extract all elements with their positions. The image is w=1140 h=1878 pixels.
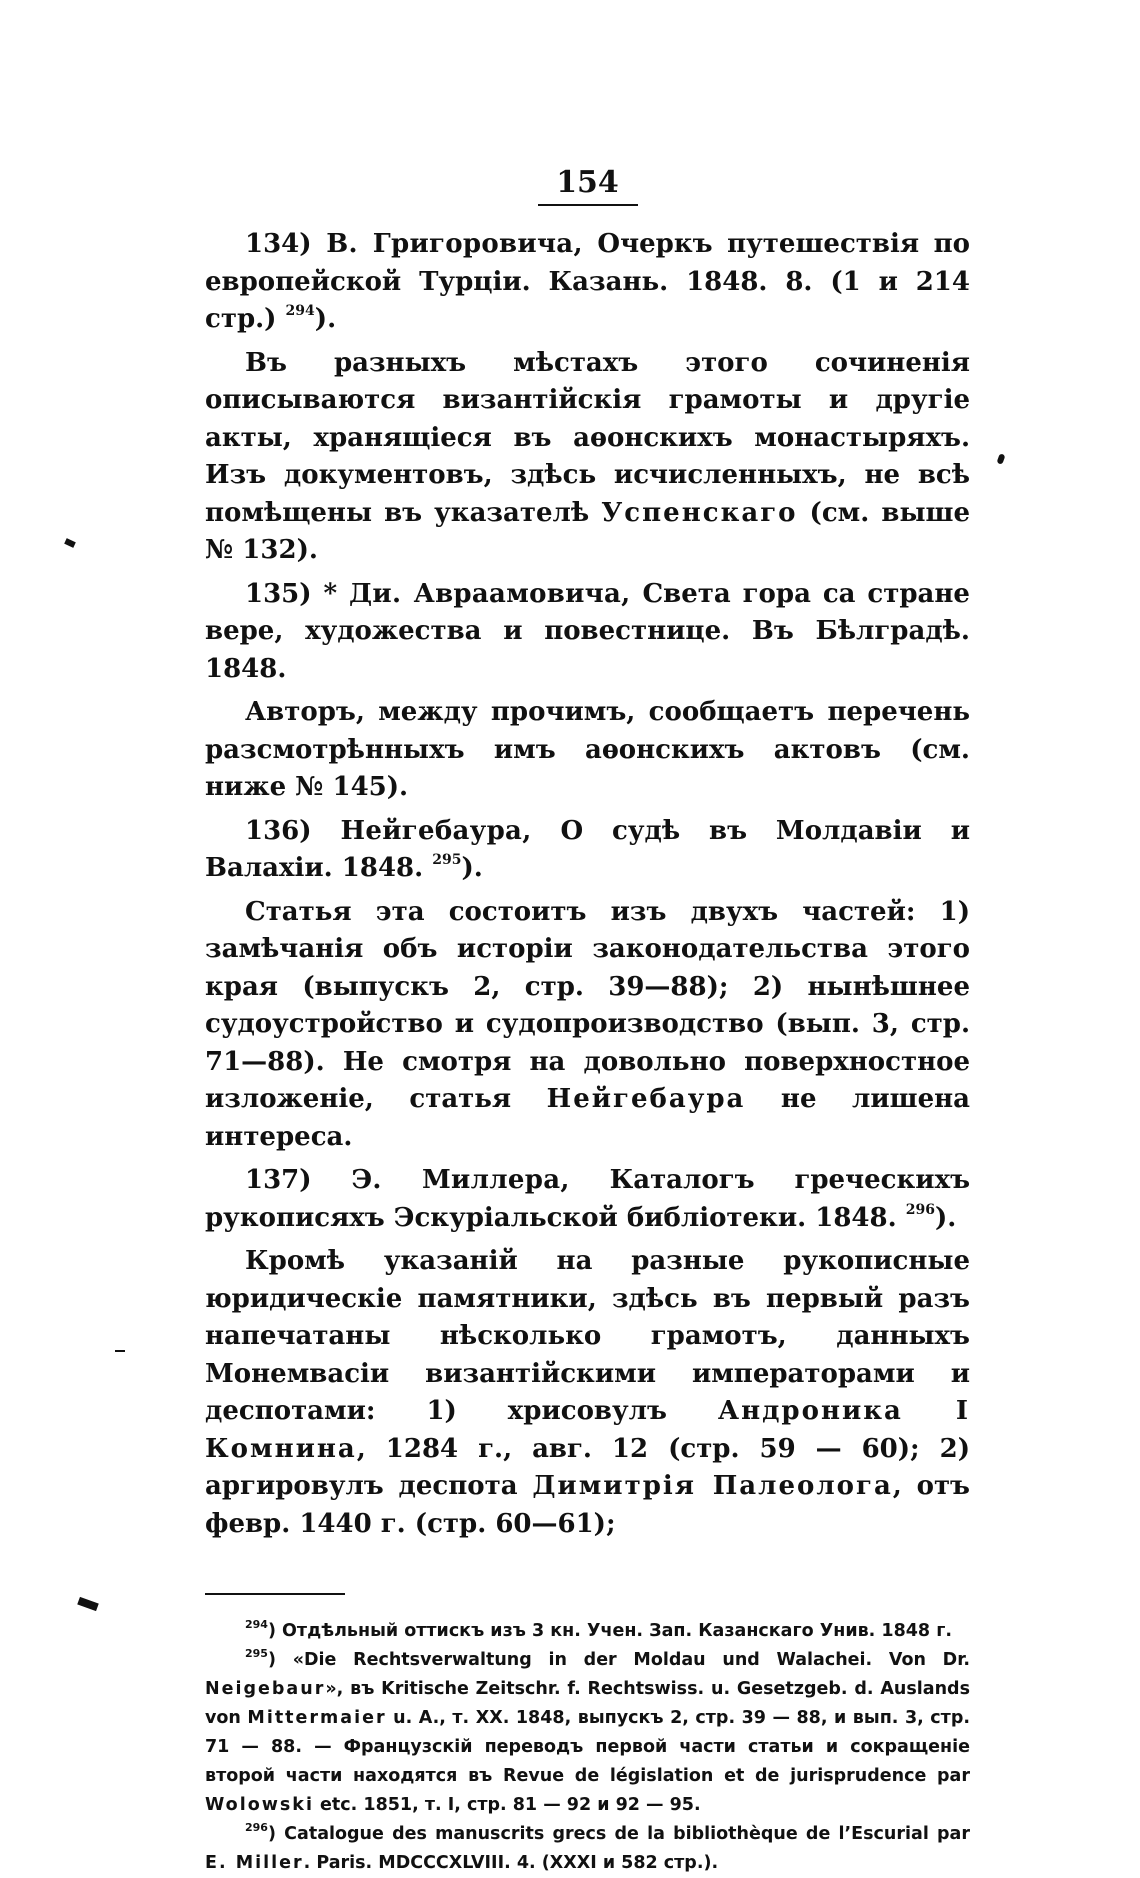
footnote-text: ) Catalogue des manuscrits grecs de la bibliothèque de l’Escurial par — [267, 1824, 970, 1844]
scan-mark — [77, 1597, 99, 1611]
description-text: Андроника I Комнина — [205, 1396, 971, 1464]
description-text: Успенскаго — [601, 497, 798, 528]
entry-title: Света гора са стране вере, художества и повестнице. — [205, 578, 970, 646]
footnote-number: 296 — [245, 1821, 268, 1835]
footnote-text: Wolowski — [205, 1795, 314, 1815]
entry-number: 135) * — [245, 578, 338, 609]
entry-details: 1848. — [205, 653, 287, 684]
footnote-text: ) Отдѣльный оттискъ изъ 3 кн. Учен. Зап. Казанскаго Унив. 1848 г. — [267, 1621, 952, 1641]
scan-mark — [996, 453, 1005, 464]
description-text: Въ разныхъ мѣстахъ этого сочиненія описываются византійскія грамоты и другіе акты, хранящіеся въ аѳонскихъ монастыряхъ. Изъ документовъ, здѣсь исчисленныхъ, не всѣ помѣщены въ указателѣ — [205, 347, 970, 528]
entry-author: В. Григоровича, — [326, 229, 583, 259]
entry-place: Въ Бѣлградѣ. — [751, 616, 970, 646]
entry-description — [205, 345, 970, 570]
entry-number: 134) — [245, 229, 312, 259]
footnotes — [205, 1617, 970, 1878]
entry-author: Э. Миллера, — [351, 1165, 570, 1195]
footnote-ref: 295 — [432, 852, 462, 869]
description-text: , 1284 г., авг. 12 (стр. 59 — 60); 2) аргировулъ деспота — [205, 1433, 970, 1501]
entry-description — [205, 1243, 970, 1543]
entry-author: Нейгебаура, — [340, 815, 532, 846]
document-page — [205, 165, 970, 1878]
description-text: (см. выше № 132). — [205, 497, 970, 565]
footnote-text: u. A., т. XX. 1848, выпускъ 2, стр. 39 — 88, и вып. 3, стр. 71 — 88. — Французскій переводъ первой части статьи и сокращеніе второй части находятся въ Revue de législation et de jurisprudence par — [205, 1708, 970, 1786]
footnote-text: Mittermaier — [247, 1708, 387, 1728]
footnote-text: ) «Die Rechtsverwaltung in der Moldau und Walachei. Von Dr. — [267, 1650, 970, 1670]
entry-tail: ). — [314, 304, 337, 334]
entry-details: 1848. — [341, 853, 424, 883]
footnote-ref: 294 — [285, 303, 315, 320]
entry-details: 1848. — [815, 1202, 897, 1233]
footnote — [205, 1646, 970, 1820]
description-text: Кромѣ указаній на разные рукописные юридическіе памятники, здѣсь въ первый разъ напечатаны нѣсколько грамотъ, данныхъ Монемвасіи византійскими императорами и деспотами: 1) хрисовулъ — [205, 1246, 970, 1426]
description-text: Статья эта состоитъ изъ двухъ частей: 1) замѣчанія объ исторіи законодательства этого края (выпускъ 2, стр. 39—88); 2) нынѣшнее судоустройство и судопроизводство (вып. 3, стр. 71—88). Не смотря на довольно поверхностное изложеніе, статья — [205, 896, 970, 1114]
footnote-text: », въ Kritische Zeitschr. f. Rechtswiss. u. Gesetzgeb. d. Auslands von — [205, 1679, 970, 1728]
bibliography-entry — [205, 1162, 970, 1237]
footnote — [205, 1617, 970, 1646]
entry-tail: ). — [934, 1202, 957, 1233]
entry-description — [205, 694, 970, 807]
scan-mark — [64, 538, 76, 548]
entry-number: 136) — [245, 815, 312, 846]
footnote-text: . Paris. MDCCCXLVIII. 4. (XXXI и 582 стр.). — [303, 1853, 719, 1873]
entry-details: 1848. 8. (1 и 214 стр.) — [205, 266, 970, 334]
page-number: 154 — [556, 165, 619, 200]
description-text: Димитрія Палеолога — [532, 1471, 893, 1501]
description-text: Нейгебаура — [546, 1084, 746, 1114]
footnote-number: 294 — [245, 1618, 268, 1632]
footnote-text: etc. 1851, т. I, стр. 81 — 92 и 92 — 95. — [313, 1795, 701, 1815]
footnote — [205, 1820, 970, 1878]
body-text — [205, 226, 970, 1543]
footnote-text: Neigebaur — [205, 1679, 326, 1699]
footnote-number: 295 — [245, 1647, 268, 1661]
bibliography-entry — [205, 226, 970, 339]
scan-mark — [115, 1350, 125, 1352]
header-rule — [538, 204, 638, 206]
description-text: не лишена интереса. — [205, 1084, 970, 1152]
description-text: Авторъ, между прочимъ, сообщаетъ перечень разсмотрѣнныхъ имъ аѳонскихъ актовъ (см. ниже № 145). — [205, 697, 970, 802]
entry-number: 137) — [245, 1165, 312, 1195]
bibliography-entry — [205, 813, 970, 888]
footnote-text: E. Miller — [205, 1853, 304, 1873]
entry-author: Ди. Авраамовича, — [349, 578, 631, 609]
entry-title: О судѣ въ Молдавіи и Валахіи. — [205, 815, 970, 883]
entry-title: Каталогъ греческихъ рукописяхъ Эскуріальской библіотеки. — [205, 1165, 971, 1233]
bibliography-entry — [205, 576, 970, 689]
entry-tail: ). — [461, 853, 483, 883]
entry-description — [205, 894, 970, 1157]
entry-title: Очеркъ путешествія по европейской Турціи. — [205, 229, 971, 297]
description-text: , отъ февр. 1440 г. (стр. 60—61); — [205, 1471, 971, 1539]
footnote-ref: 296 — [905, 1201, 935, 1218]
footnote-rule — [205, 1593, 345, 1595]
entry-place: Казань. — [548, 266, 669, 297]
